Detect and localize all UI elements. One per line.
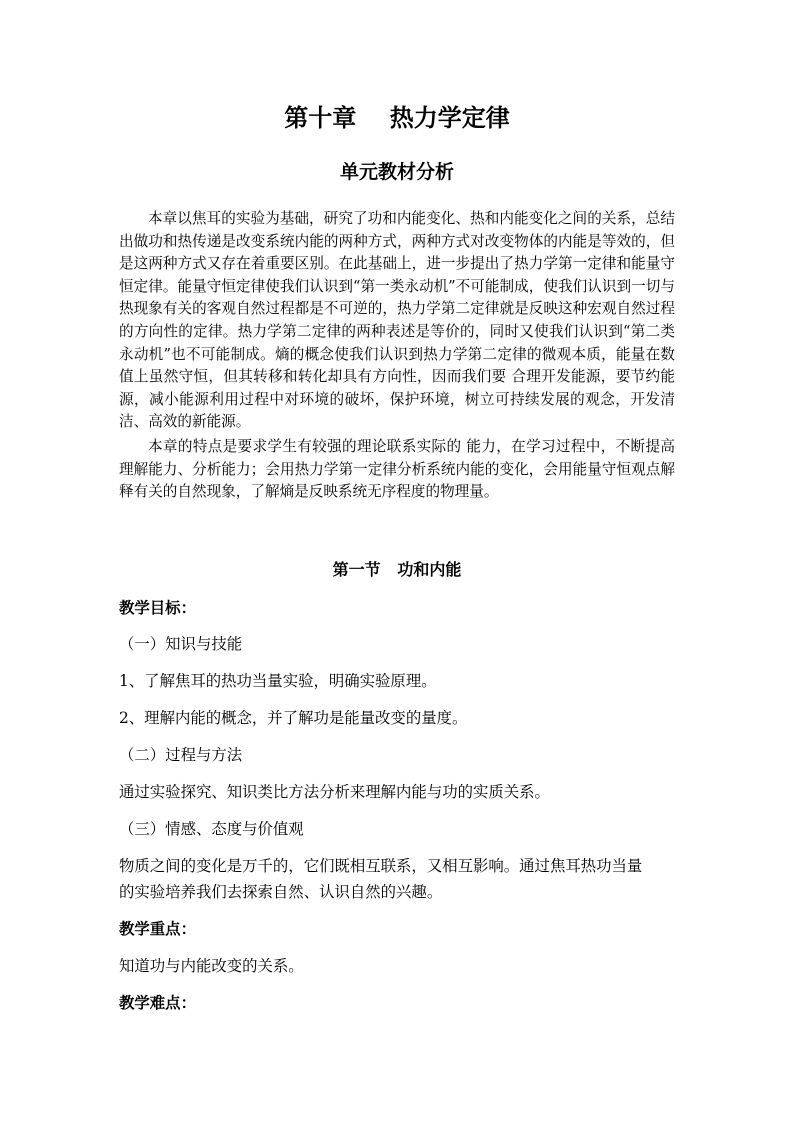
key-points-heading: 教学重点： <box>119 920 196 938</box>
knowledge-heading: （一）知识与技能 <box>119 635 243 653</box>
process-text: 通过实验探究、知识类比方法分析来理解内能与功的实质关系。 <box>119 783 550 801</box>
intro-paragraph-2: 本章的特点是要求学生有较强的理论联系实际的 能力，在学习过程中，不断提高理解能力、分析能力；会用热力学第一定律分析系统内能的变化，会用能量守恒观点解释有关的自然现象，了解熵是反映系统无序程度的物理量。 <box>119 438 675 501</box>
key-points-text: 知道功与内能改变的关系。 <box>119 957 304 975</box>
goals-heading: 教学目标： <box>119 599 196 617</box>
knowledge-item: 2、理解内能的概念，并了解功是能量改变的量度。 <box>119 709 468 727</box>
section-title: 第一节 功和内能 <box>332 560 462 579</box>
emotion-text-line: 物质之间的变化是万千的，它们既相互联系，又相互影响。通过焦耳热功当量 <box>119 857 643 875</box>
intro-paragraph-1: 本章以焦耳的实验为基础，研究了功和内能变化、热和内能变化之间的关系，总结出做功和热传递是改变系统内能的两种方式，两种方式对改变物体的内能是等效的，但是这两种方式又存在着重要区别。在此基础上，进一步提出了热力学第一定律和能量守恒定律。能量守恒定律使我们认识到“第一类永动机”不可能制成，使我们认识到一切与热现象有关的客观自然过程都是不可逆的，热力学第二定律就是反映这种宏观自然过程的方向性的定律。热力学第二定律的两种表述是等价的，同时又使我们认识到“第二类永动机”也不可能制成。熵的概念使我们认识到热力学第二定律的微观本质，能量在数值上虽然守恒，但其转移和转化却具有方向性，因而我们要 合理开发能源，要节约能源，减小能源利用过程中对环境的破坏，保护环境，树立可持续发展的观念，开发清洁、高效的新能源。 <box>119 210 675 431</box>
difficulty-heading: 教学难点： <box>119 994 196 1012</box>
knowledge-item: 1、了解焦耳的热功当量实验，明确实验原理。 <box>119 672 437 690</box>
emotion-text-line: 的实验培养我们去探索自然、认识自然的兴趣。 <box>119 883 443 901</box>
chapter-title: 第十章 热力学定律 <box>284 103 510 132</box>
unit-title: 单元教材分析 <box>339 161 454 183</box>
process-heading: （二）过程与方法 <box>119 746 243 764</box>
emotion-heading: （三）情感、态度与价值观 <box>119 820 304 838</box>
